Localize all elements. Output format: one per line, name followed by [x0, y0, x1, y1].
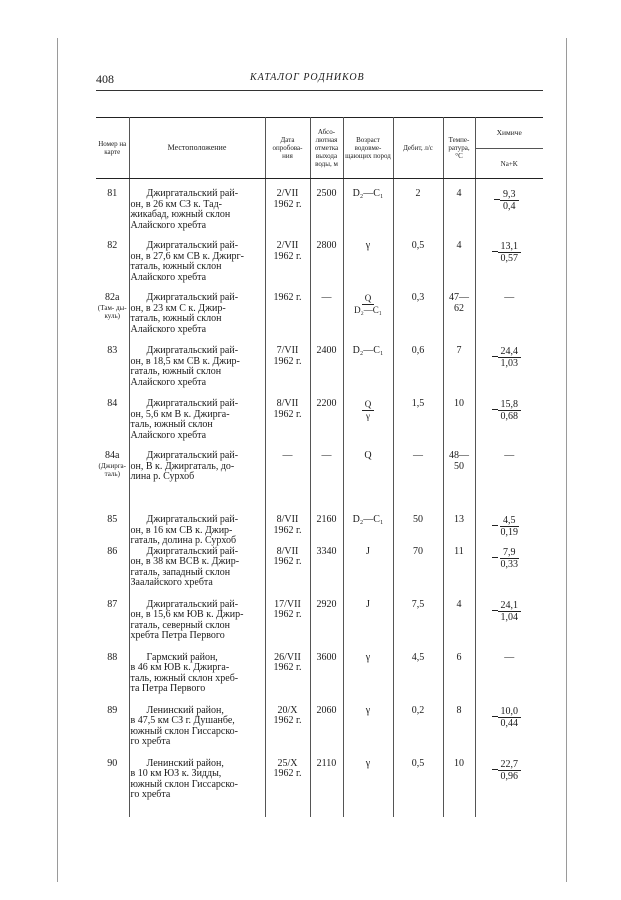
- cell-age: [343, 653, 393, 706]
- table-row: [96, 547, 543, 600]
- table-row: [96, 241, 543, 293]
- location-line: таталь, южный склон: [130, 313, 222, 324]
- cell-chemistry: [475, 653, 543, 706]
- date-line: 1962 г.: [273, 768, 302, 779]
- header-chemistry: Химиче: [475, 118, 543, 149]
- fraction-dash: [494, 199, 500, 200]
- cell-location: [129, 346, 265, 399]
- cell-number: [96, 399, 129, 451]
- fraction-dash: [492, 251, 498, 252]
- cell-number: [96, 600, 129, 653]
- date-line: 1962 г.: [273, 662, 302, 673]
- chem-fraction: [498, 600, 522, 623]
- cell-temperature: 47—62: [443, 293, 475, 346]
- location-line: Джиргатальский рай-: [146, 514, 239, 525]
- chem-bottom: 0,19: [500, 527, 518, 538]
- cell-date: [265, 293, 310, 346]
- age-value: γ: [365, 704, 371, 716]
- date-line: 1962 г.: [273, 250, 302, 262]
- location-line: Алайского хребта: [130, 429, 207, 441]
- cell-age: [343, 293, 393, 346]
- cell-number: [96, 189, 129, 241]
- chem-fraction: [500, 189, 519, 212]
- chem-bottom: 0,4: [503, 201, 516, 212]
- location-line: Алайского хребта: [130, 376, 207, 388]
- cell-temperature: 48—50: [443, 451, 475, 515]
- cell-chemistry: [475, 515, 543, 547]
- spring-number: 86: [107, 545, 118, 557]
- cell-date: [265, 515, 310, 547]
- cell-location: [129, 759, 265, 817]
- table-row: [96, 706, 543, 759]
- cell-location: [129, 293, 265, 346]
- cell-age: [343, 706, 393, 759]
- header-location: Местоположение: [129, 118, 265, 179]
- cell-altitude: —: [310, 293, 343, 346]
- location-line: гаталь, западный склон: [130, 566, 231, 578]
- table-row: [96, 189, 543, 241]
- date-line: 1962 г.: [273, 715, 302, 726]
- location-line: гаталь, южный склон: [130, 366, 222, 377]
- spring-number: 82а: [105, 292, 120, 303]
- header-debit: Дебит, л/с: [393, 118, 443, 179]
- spring-number: 84: [107, 398, 118, 409]
- cell-number: [96, 293, 129, 346]
- age-bottom: γ: [366, 411, 370, 421]
- date-line: 8/VII: [276, 514, 299, 525]
- cell-debit: 0,2: [393, 706, 443, 759]
- fraction-dash: [492, 769, 498, 770]
- location-line: Джиргатальский рай-: [146, 598, 239, 610]
- cell-debit: 0,5: [393, 759, 443, 817]
- fraction-dash: [492, 610, 498, 611]
- cell-age: [343, 399, 393, 451]
- chem-bottom: 0,44: [500, 717, 518, 729]
- age-value: J: [366, 598, 370, 610]
- chem-top: 9,3: [500, 189, 519, 201]
- fraction-dash: [492, 356, 498, 357]
- cell-chemistry: [475, 759, 543, 817]
- cell-debit: 0,3: [393, 293, 443, 346]
- chem-fraction: [498, 346, 522, 369]
- date-line: —: [282, 450, 293, 461]
- cell-altitude: 2060: [310, 706, 343, 759]
- location-line: Алайского хребта: [130, 219, 207, 231]
- table-row: [96, 653, 543, 706]
- cell-date: [265, 241, 310, 293]
- chem-bottom: 0,57: [500, 253, 518, 264]
- spring-number: 90: [107, 757, 118, 769]
- table-row: [96, 293, 543, 346]
- cell-temperature: 10: [443, 399, 475, 451]
- cell-chemistry: [475, 189, 543, 241]
- cell-altitude: 2110: [310, 759, 343, 817]
- age-value: D₂—C₁: [352, 514, 384, 525]
- location-line: в 47,5 км СЗ г. Душанбе,: [130, 715, 235, 726]
- chem-bottom: 1,03: [500, 358, 518, 369]
- cell-temperature: 4: [443, 189, 475, 241]
- chem-top: 15,8: [498, 399, 522, 411]
- cell-altitude: —: [310, 451, 343, 515]
- cell-location: [129, 706, 265, 759]
- cell-debit: —: [393, 451, 443, 515]
- chem-bottom: 1,04: [500, 611, 518, 623]
- cell-number: [96, 451, 129, 515]
- location-line: в 46 км ЮВ к. Джирга-: [130, 662, 230, 673]
- chem-bottom: 0,68: [500, 411, 518, 422]
- chem-top: 13,1: [498, 241, 522, 253]
- location-line: Алайского хребта: [130, 323, 207, 335]
- location-line: он, В к. Джиргаталь, до-: [130, 460, 235, 472]
- cell-debit: 70: [393, 547, 443, 600]
- age-value: γ: [365, 240, 371, 251]
- cell-temperature: 10: [443, 759, 475, 817]
- cell-debit: 2: [393, 189, 443, 241]
- date-line: 1962 г.: [273, 292, 302, 303]
- cell-chemistry: [475, 241, 543, 293]
- cell-age: [343, 189, 393, 241]
- spring-alias: (Там- ды- куль): [97, 303, 127, 320]
- cell-number: [96, 759, 129, 817]
- cell-age: [343, 451, 393, 515]
- cell-debit: 50: [393, 515, 443, 547]
- cell-altitude: 2500: [310, 189, 343, 241]
- chem-fraction: [498, 759, 522, 782]
- fraction-dash: [492, 557, 498, 558]
- location-line: Джиргатальский рай-: [146, 188, 239, 199]
- header-rule: [96, 90, 543, 91]
- cell-altitude: 2800: [310, 241, 343, 293]
- spring-number: 84а: [105, 450, 120, 461]
- cell-location: [129, 399, 265, 451]
- chem-top: 7,9: [500, 547, 519, 559]
- location-line: го хребта: [130, 789, 171, 800]
- cell-altitude: 3600: [310, 653, 343, 706]
- date-line: 1962 г.: [273, 556, 302, 567]
- cell-location: [129, 600, 265, 653]
- cell-altitude: 2160: [310, 515, 343, 547]
- date-line: 7/VII: [276, 345, 299, 356]
- header-date: Дата опробова- ния: [265, 118, 310, 179]
- cell-chemistry: [475, 399, 543, 451]
- location-line: таль, южный склон хреб-: [130, 672, 239, 684]
- chem-bottom: 0,96: [500, 770, 518, 782]
- chem-value: —: [504, 450, 515, 461]
- spring-number: 88: [107, 651, 118, 663]
- location-line: жикабад, южный склон: [130, 209, 231, 220]
- fraction-dash: [492, 409, 498, 410]
- cell-date: [265, 759, 310, 817]
- cell-age: [343, 600, 393, 653]
- fraction-dash: [492, 716, 498, 717]
- page-number: 408: [96, 72, 114, 86]
- cell-number: [96, 515, 129, 547]
- date-line: 17/VII: [274, 598, 301, 610]
- chem-top: 4,5: [500, 515, 519, 527]
- cell-date: [265, 346, 310, 399]
- location-line: в 10 км ЮЗ к. Зидды,: [130, 768, 222, 779]
- age-top: Q: [362, 293, 375, 305]
- cell-debit: 0,5: [393, 241, 443, 293]
- age-value: D₂—C₁: [352, 345, 384, 356]
- running-head: КАТАЛОГ РОДНИКОВ: [250, 72, 365, 83]
- age-top: Q: [362, 399, 375, 411]
- cell-altitude: 3340: [310, 547, 343, 600]
- table-row: [96, 759, 543, 817]
- location-line: он, в 23 км С к. Джир-: [130, 302, 226, 314]
- cell-chemistry: [475, 451, 543, 515]
- age-value: γ: [365, 651, 371, 663]
- chem-top: 24,1: [498, 600, 522, 612]
- age-value: γ: [365, 757, 371, 769]
- location-line: таль, южный склон: [130, 419, 213, 430]
- date-line: 1962 г.: [273, 609, 302, 620]
- location-line: гаталь, северный склон: [130, 619, 231, 631]
- table-row: [96, 399, 543, 451]
- spring-number: 89: [107, 704, 118, 716]
- spring-alias: (Джирга- таль): [98, 461, 126, 478]
- date-line: 8/VII: [276, 398, 299, 409]
- location-line: Алайского хребта: [130, 271, 207, 283]
- location-line: Джиргатальский рай-: [146, 345, 239, 356]
- location-line: южный склон Гиссарско-: [130, 778, 238, 790]
- location-line: южный склон Гиссарско-: [130, 725, 238, 737]
- page-edge-right: [566, 38, 567, 882]
- cell-altitude: 2920: [310, 600, 343, 653]
- chem-fraction: [498, 241, 522, 264]
- chem-bottom: 0,33: [500, 558, 518, 570]
- location-line: го хребта: [130, 736, 171, 747]
- cell-chemistry: [475, 600, 543, 653]
- chem-fraction: [498, 515, 522, 538]
- table-row: [96, 515, 543, 547]
- location-line: Гармский район,: [146, 651, 218, 663]
- cell-number: [96, 241, 129, 293]
- chem-top: 24,4: [498, 346, 522, 358]
- age-value: J: [366, 545, 370, 557]
- cell-chemistry: [475, 547, 543, 600]
- cell-chemistry: [475, 346, 543, 399]
- cell-temperature: 6: [443, 653, 475, 706]
- cell-altitude: 2400: [310, 346, 343, 399]
- catalog-body: [96, 179, 543, 817]
- location-line: он, в 15,6 км ЮВ к. Джир-: [130, 609, 244, 620]
- cell-date: [265, 547, 310, 600]
- cell-debit: 0,6: [393, 346, 443, 399]
- location-line: хребта Петра Первого: [130, 630, 225, 641]
- cell-date: [265, 600, 310, 653]
- cell-date: [265, 189, 310, 241]
- chem-value: —: [504, 651, 515, 663]
- date-line: 8/VII: [276, 545, 299, 557]
- springs-catalog-table: [96, 117, 543, 817]
- cell-location: [129, 241, 265, 293]
- date-line: 2/VII: [276, 240, 299, 251]
- cell-age: [343, 515, 393, 547]
- age-fraction: [362, 399, 375, 422]
- date-line: 1962 г.: [273, 524, 302, 536]
- location-line: Джиргатальский рай-: [146, 398, 239, 409]
- header-altitude: Абсо- лютная отметка выхода воды, м: [310, 118, 343, 179]
- date-line: 1962 г.: [273, 408, 302, 420]
- age-fraction: [351, 293, 385, 316]
- cell-location: [129, 189, 265, 241]
- cell-date: [265, 451, 310, 515]
- cell-age: [343, 547, 393, 600]
- location-line: Заалайского хребта: [130, 577, 213, 588]
- header-number: Номер на карте: [96, 118, 129, 179]
- cell-debit: 4,5: [393, 653, 443, 706]
- cell-date: [265, 653, 310, 706]
- cell-number: [96, 547, 129, 600]
- location-line: он, 5,6 км В к. Джирга-: [130, 408, 230, 420]
- cell-location: [129, 547, 265, 600]
- cell-temperature: 4: [443, 241, 475, 293]
- cell-number: [96, 706, 129, 759]
- spring-number: 83: [107, 345, 118, 356]
- age-bottom: D₂—C₁: [354, 305, 382, 315]
- fraction-dash: [492, 525, 498, 526]
- location-line: он, в 26 км СЗ к. Тад-: [130, 198, 223, 210]
- chem-fraction: [498, 706, 522, 729]
- cell-temperature: 13: [443, 515, 475, 547]
- age-value: Q: [364, 450, 372, 461]
- location-line: Ленинский район,: [146, 757, 224, 769]
- location-line: он, в 38 км ВСВ к. Джир-: [130, 556, 240, 567]
- header-chem-sub: Na+K: [475, 149, 543, 179]
- location-line: таталь, южный склон: [130, 261, 222, 272]
- cell-location: [129, 451, 265, 515]
- cell-temperature: 7: [443, 346, 475, 399]
- cell-altitude: 2200: [310, 399, 343, 451]
- location-line: Ленинский район,: [146, 704, 224, 716]
- date-line: 20/X: [277, 704, 298, 716]
- location-line: Джиргатальский рай-: [146, 292, 239, 303]
- chem-value: —: [504, 292, 515, 303]
- location-line: Джиргатальский рай-: [146, 450, 239, 461]
- cell-location: [129, 515, 265, 547]
- location-line: он, в 18,5 км СВ к. Джир-: [130, 355, 240, 367]
- spring-number: 81: [107, 188, 118, 199]
- table-row: [96, 600, 543, 653]
- cell-age: [343, 759, 393, 817]
- cell-number: [96, 346, 129, 399]
- cell-temperature: 8: [443, 706, 475, 759]
- chem-fraction: [498, 399, 522, 422]
- cell-location: [129, 653, 265, 706]
- cell-age: [343, 241, 393, 293]
- date-line: 2/VII: [276, 188, 299, 199]
- cell-number: [96, 653, 129, 706]
- cell-debit: 7,5: [393, 600, 443, 653]
- spring-number: 85: [107, 514, 118, 525]
- chem-top: 10,0: [498, 706, 522, 718]
- spring-number: 87: [107, 598, 118, 610]
- cell-temperature: 11: [443, 547, 475, 600]
- table-row: [96, 451, 543, 515]
- date-line: 26/VII: [274, 651, 301, 663]
- cell-age: [343, 346, 393, 399]
- header-temperature: Темпе- ратура, °С: [443, 118, 475, 179]
- header-age: Возраст водовме- щающих пород: [343, 118, 393, 179]
- cell-date: [265, 706, 310, 759]
- location-line: гаталь, долина р. Сурхоб: [130, 535, 237, 546]
- age-value: D₂—C₁: [352, 188, 384, 199]
- location-line: та Петра Первого: [130, 683, 206, 694]
- date-line: 1962 г.: [273, 355, 302, 367]
- cell-debit: 1,5: [393, 399, 443, 451]
- location-line: лина р. Сурхоб: [130, 471, 195, 482]
- cell-chemistry: [475, 293, 543, 346]
- date-line: 1962 г.: [273, 198, 302, 210]
- location-line: он, в 27,6 км СВ к. Джирг-: [130, 250, 244, 262]
- chem-top: 22,7: [498, 759, 522, 771]
- location-line: Джиргатальский рай-: [146, 545, 239, 557]
- date-line: 25/X: [277, 757, 298, 769]
- page-edge-left: [57, 38, 58, 882]
- cell-temperature: 4: [443, 600, 475, 653]
- chem-fraction: [498, 547, 522, 570]
- cell-date: [265, 399, 310, 451]
- spring-number: 82: [107, 240, 118, 251]
- cell-chemistry: [475, 706, 543, 759]
- table-row: [96, 346, 543, 399]
- location-line: он, в 16 км СВ к. Джир-: [130, 524, 233, 536]
- location-line: Джиргатальский рай-: [146, 240, 239, 251]
